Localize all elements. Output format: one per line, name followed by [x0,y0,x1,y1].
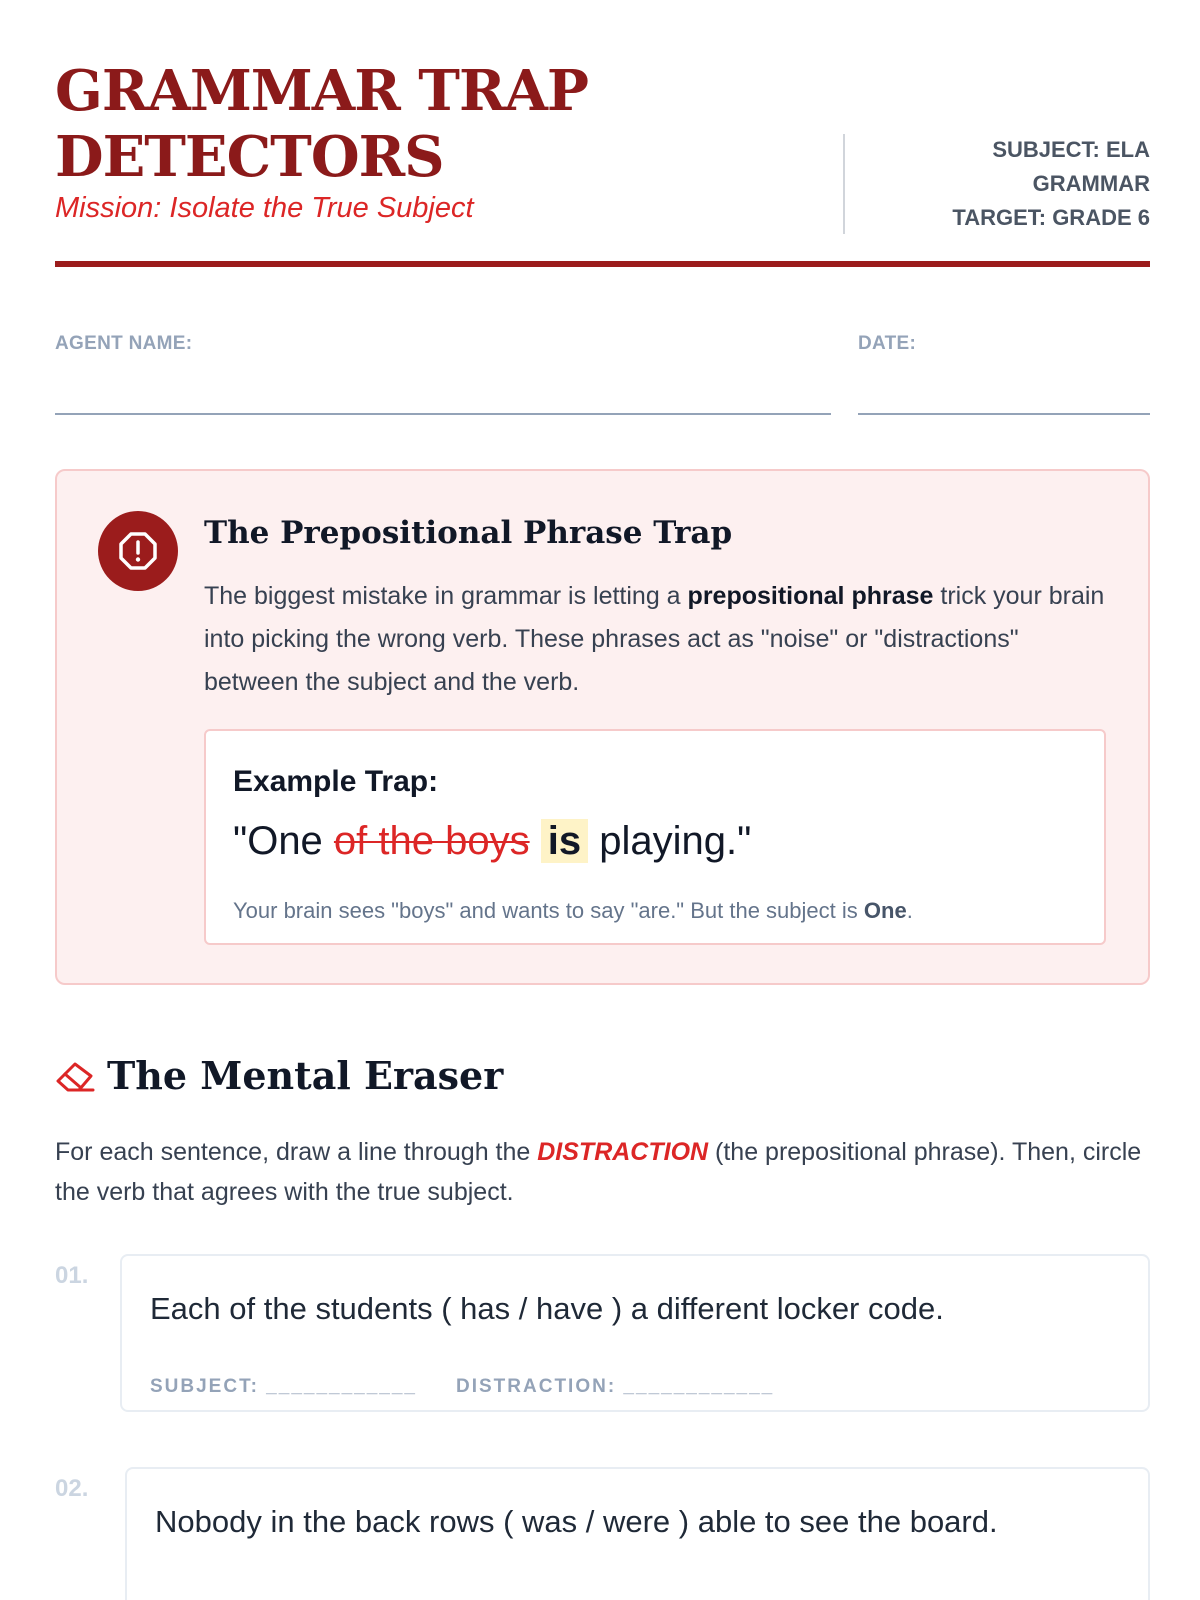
agent-name-line[interactable] [55,413,831,415]
meta-target: TARGET: GRADE 6 [952,205,1150,230]
prepositional-phrase-term: prepositional phrase [687,582,934,610]
highlighted-verb: is [541,819,588,863]
mission-subtitle: Mission: Isolate the True Subject [55,192,474,224]
date-line[interactable] [858,413,1150,415]
eraser-icon [55,1060,95,1099]
example-trap-box [204,729,1106,945]
question-card [120,1254,1150,1412]
section-instructions: For each sentence, draw a line through the DISTRACTION (the prepositional phrase). Then, circle the verb that agrees with the true subject. [55,1138,1142,1206]
header-rule [55,261,1150,267]
distraction-answer-field[interactable]: DISTRACTION: ____________ [456,1376,775,1397]
title-line-2: DETECTORS [55,124,444,190]
callout-text: The biggest mistake in grammar is letting a prepositional phrase trick your brain into picking the wrong verb. These phrases act as "noise" or "distractions" between the subject and the verb. [204,582,1105,696]
callout-title: The Prepositional Phrase Trap [204,515,733,551]
question-sentence: Nobody in the back rows ( was / were ) able to see the board. [155,1504,998,1539]
subject-answer-field[interactable]: SUBJECT: ____________ [150,1376,417,1397]
meta-subject: SUBJECT: ELA [992,137,1150,162]
title-line-1: GRAMMAR TRAP [55,58,589,124]
worksheet-meta [952,133,1150,235]
distraction-keyword: DISTRACTION [537,1138,709,1166]
trap-callout [55,469,1150,985]
question-sentence: Each of the students ( has / have ) a different locker code. [150,1291,944,1326]
agent-name-label: AGENT NAME: [55,333,193,354]
example-heading: Example Trap: [233,765,439,798]
section-title: The Mental Eraser [107,1053,504,1098]
date-label: DATE: [858,333,917,354]
warning-icon [98,511,178,591]
worksheet-header [55,0,1150,268]
header-divider [843,134,845,234]
example-sentence: "One of the boys is playing." [233,819,752,863]
worksheet-page [55,0,1150,1539]
struck-phrase: of the boys [333,819,530,863]
meta-subject-cont: GRAMMAR [1032,171,1150,196]
worksheet-title [55,58,675,190]
question-number: 02. [55,1475,89,1502]
example-note: Your brain sees "boys" and wants to say "are." But the subject is One. [233,898,913,923]
question-number: 01. [55,1262,89,1289]
question-card [125,1467,1150,1600]
